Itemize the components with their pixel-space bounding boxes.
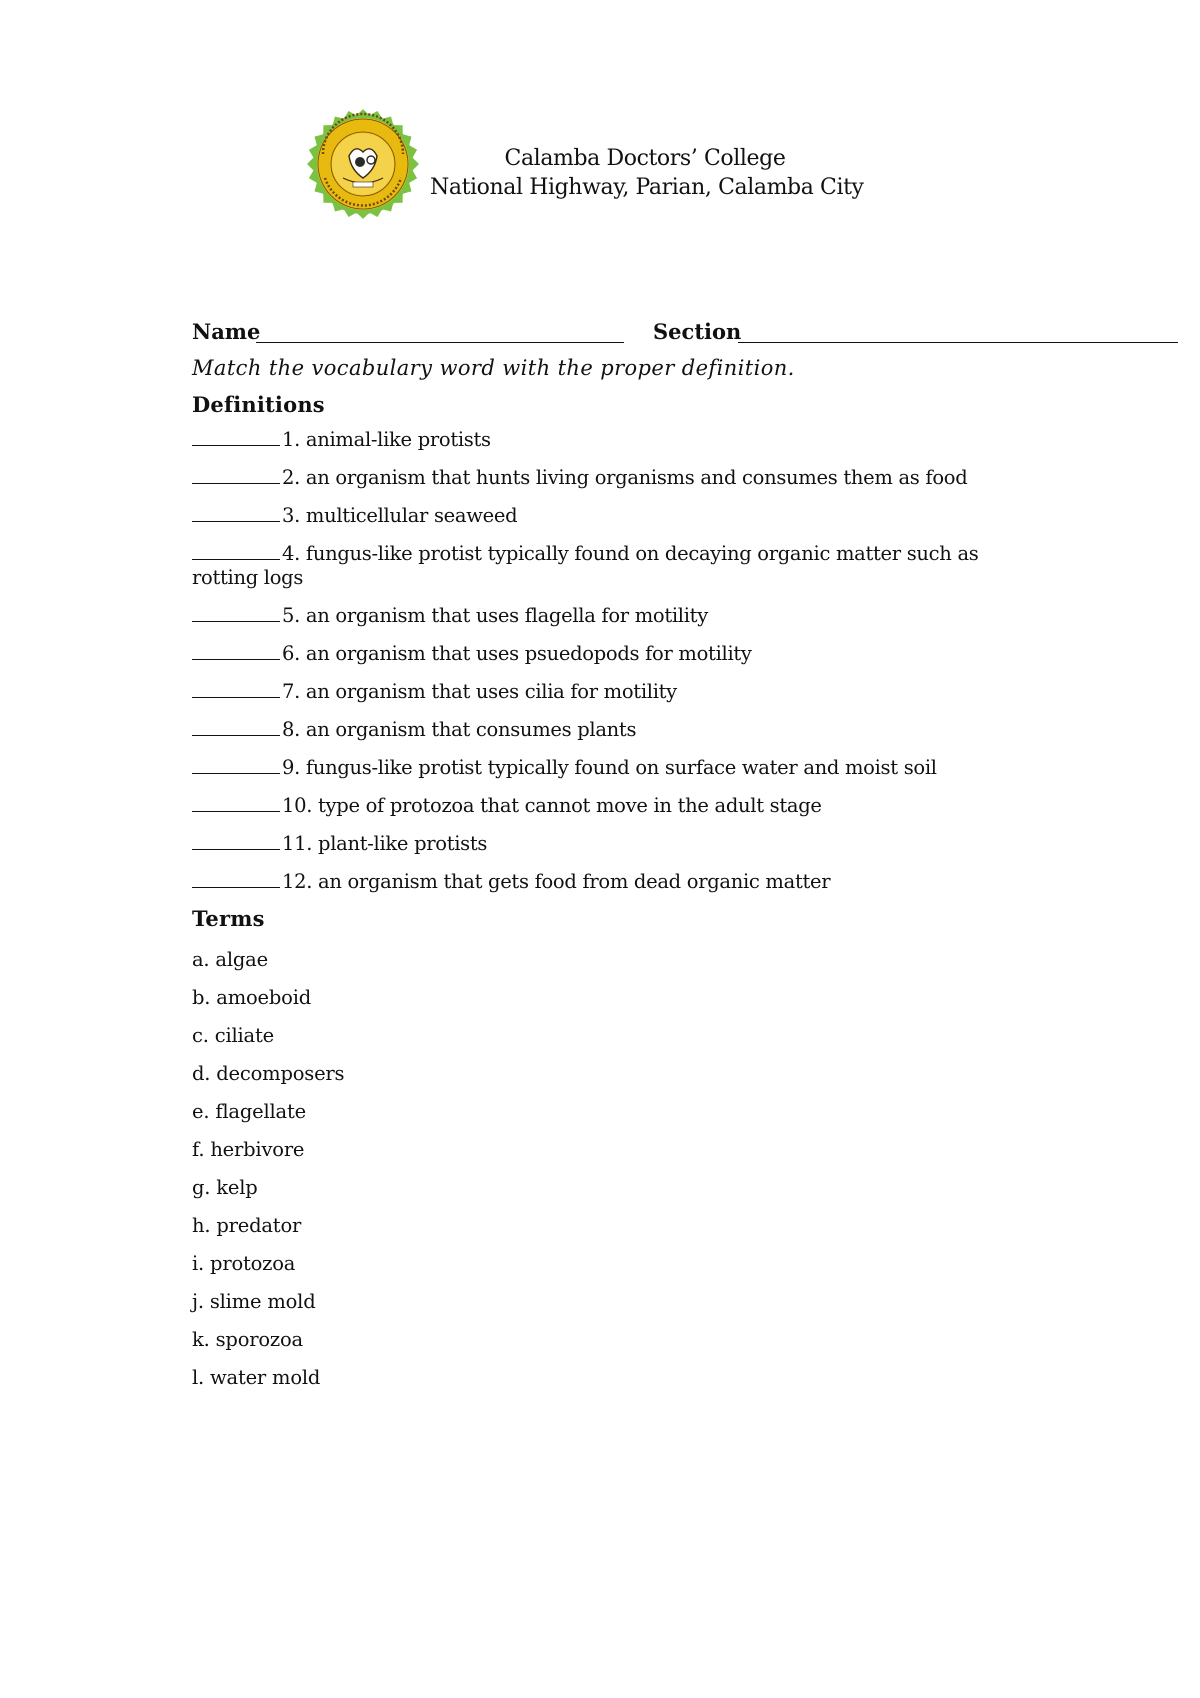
term-item: f. herbivore — [192, 1138, 305, 1161]
section-field[interactable] — [738, 342, 1178, 343]
definition-item: 5. an organism that uses flagella for motility — [192, 604, 1092, 628]
answer-blank[interactable] — [192, 545, 280, 560]
definitions-heading: Definitions — [192, 392, 325, 417]
definition-item: 3. multicellular seaweed — [192, 504, 1092, 528]
answer-blank[interactable] — [192, 645, 280, 660]
answer-blank[interactable] — [192, 507, 280, 522]
term-item: d. decomposers — [192, 1062, 345, 1085]
answer-blank[interactable] — [192, 759, 280, 774]
name-field[interactable] — [256, 342, 624, 343]
student-info-row — [192, 318, 1182, 348]
definitions-list — [192, 428, 1092, 908]
answer-blank[interactable] — [192, 835, 280, 850]
instruction-text: Match the vocabulary word with the proper definition. — [192, 356, 795, 380]
term-item: b. amoeboid — [192, 986, 312, 1009]
term-item: h. predator — [192, 1214, 302, 1237]
answer-blank[interactable] — [192, 431, 280, 446]
college-name: Calamba Doctors’ College — [504, 146, 786, 171]
definition-item: 12. an organism that gets food from dead organic matter — [192, 870, 1092, 894]
institution-block — [430, 144, 864, 202]
definition-item: 11. plant-like protists — [192, 832, 1092, 856]
answer-blank[interactable] — [192, 683, 280, 698]
name-label: Name — [192, 319, 261, 344]
term-item: i. protozoa — [192, 1252, 296, 1275]
answer-blank[interactable] — [192, 469, 280, 484]
term-item: j. slime mold — [192, 1290, 316, 1313]
answer-blank[interactable] — [192, 721, 280, 736]
college-seal-icon — [300, 106, 426, 222]
definition-item: 1. animal-like protists — [192, 428, 1092, 452]
definition-item: 6. an organism that uses psuedopods for motility — [192, 642, 1092, 666]
terms-heading: Terms — [192, 906, 265, 931]
term-item: e. flagellate — [192, 1100, 306, 1123]
terms-list — [192, 948, 344, 1404]
term-item: a. algae — [192, 948, 268, 971]
term-item: l. water mold — [192, 1366, 321, 1389]
definition-item: 4. fungus-like protist typically found on decaying organic matter such as rotting logs — [192, 542, 979, 589]
term-item: g. kelp — [192, 1176, 258, 1199]
college-address: National Highway, Parian, Calamba City — [430, 175, 864, 200]
term-item: k. sporozoa — [192, 1328, 303, 1351]
definition-item: 9. fungus-like protist typically found on surface water and moist soil — [192, 756, 1092, 780]
answer-blank[interactable] — [192, 607, 280, 622]
answer-blank[interactable] — [192, 873, 280, 888]
term-item: c. ciliate — [192, 1024, 274, 1047]
definition-item: 7. an organism that uses cilia for motility — [192, 680, 1092, 704]
definition-item: 2. an organism that hunts living organisms and consumes them as food — [192, 466, 1092, 490]
definition-item: 10. type of protozoa that cannot move in the adult stage — [192, 794, 1092, 818]
section-label: Section — [653, 319, 742, 344]
definition-item: 8. an organism that consumes plants — [192, 718, 1092, 742]
answer-blank[interactable] — [192, 797, 280, 812]
